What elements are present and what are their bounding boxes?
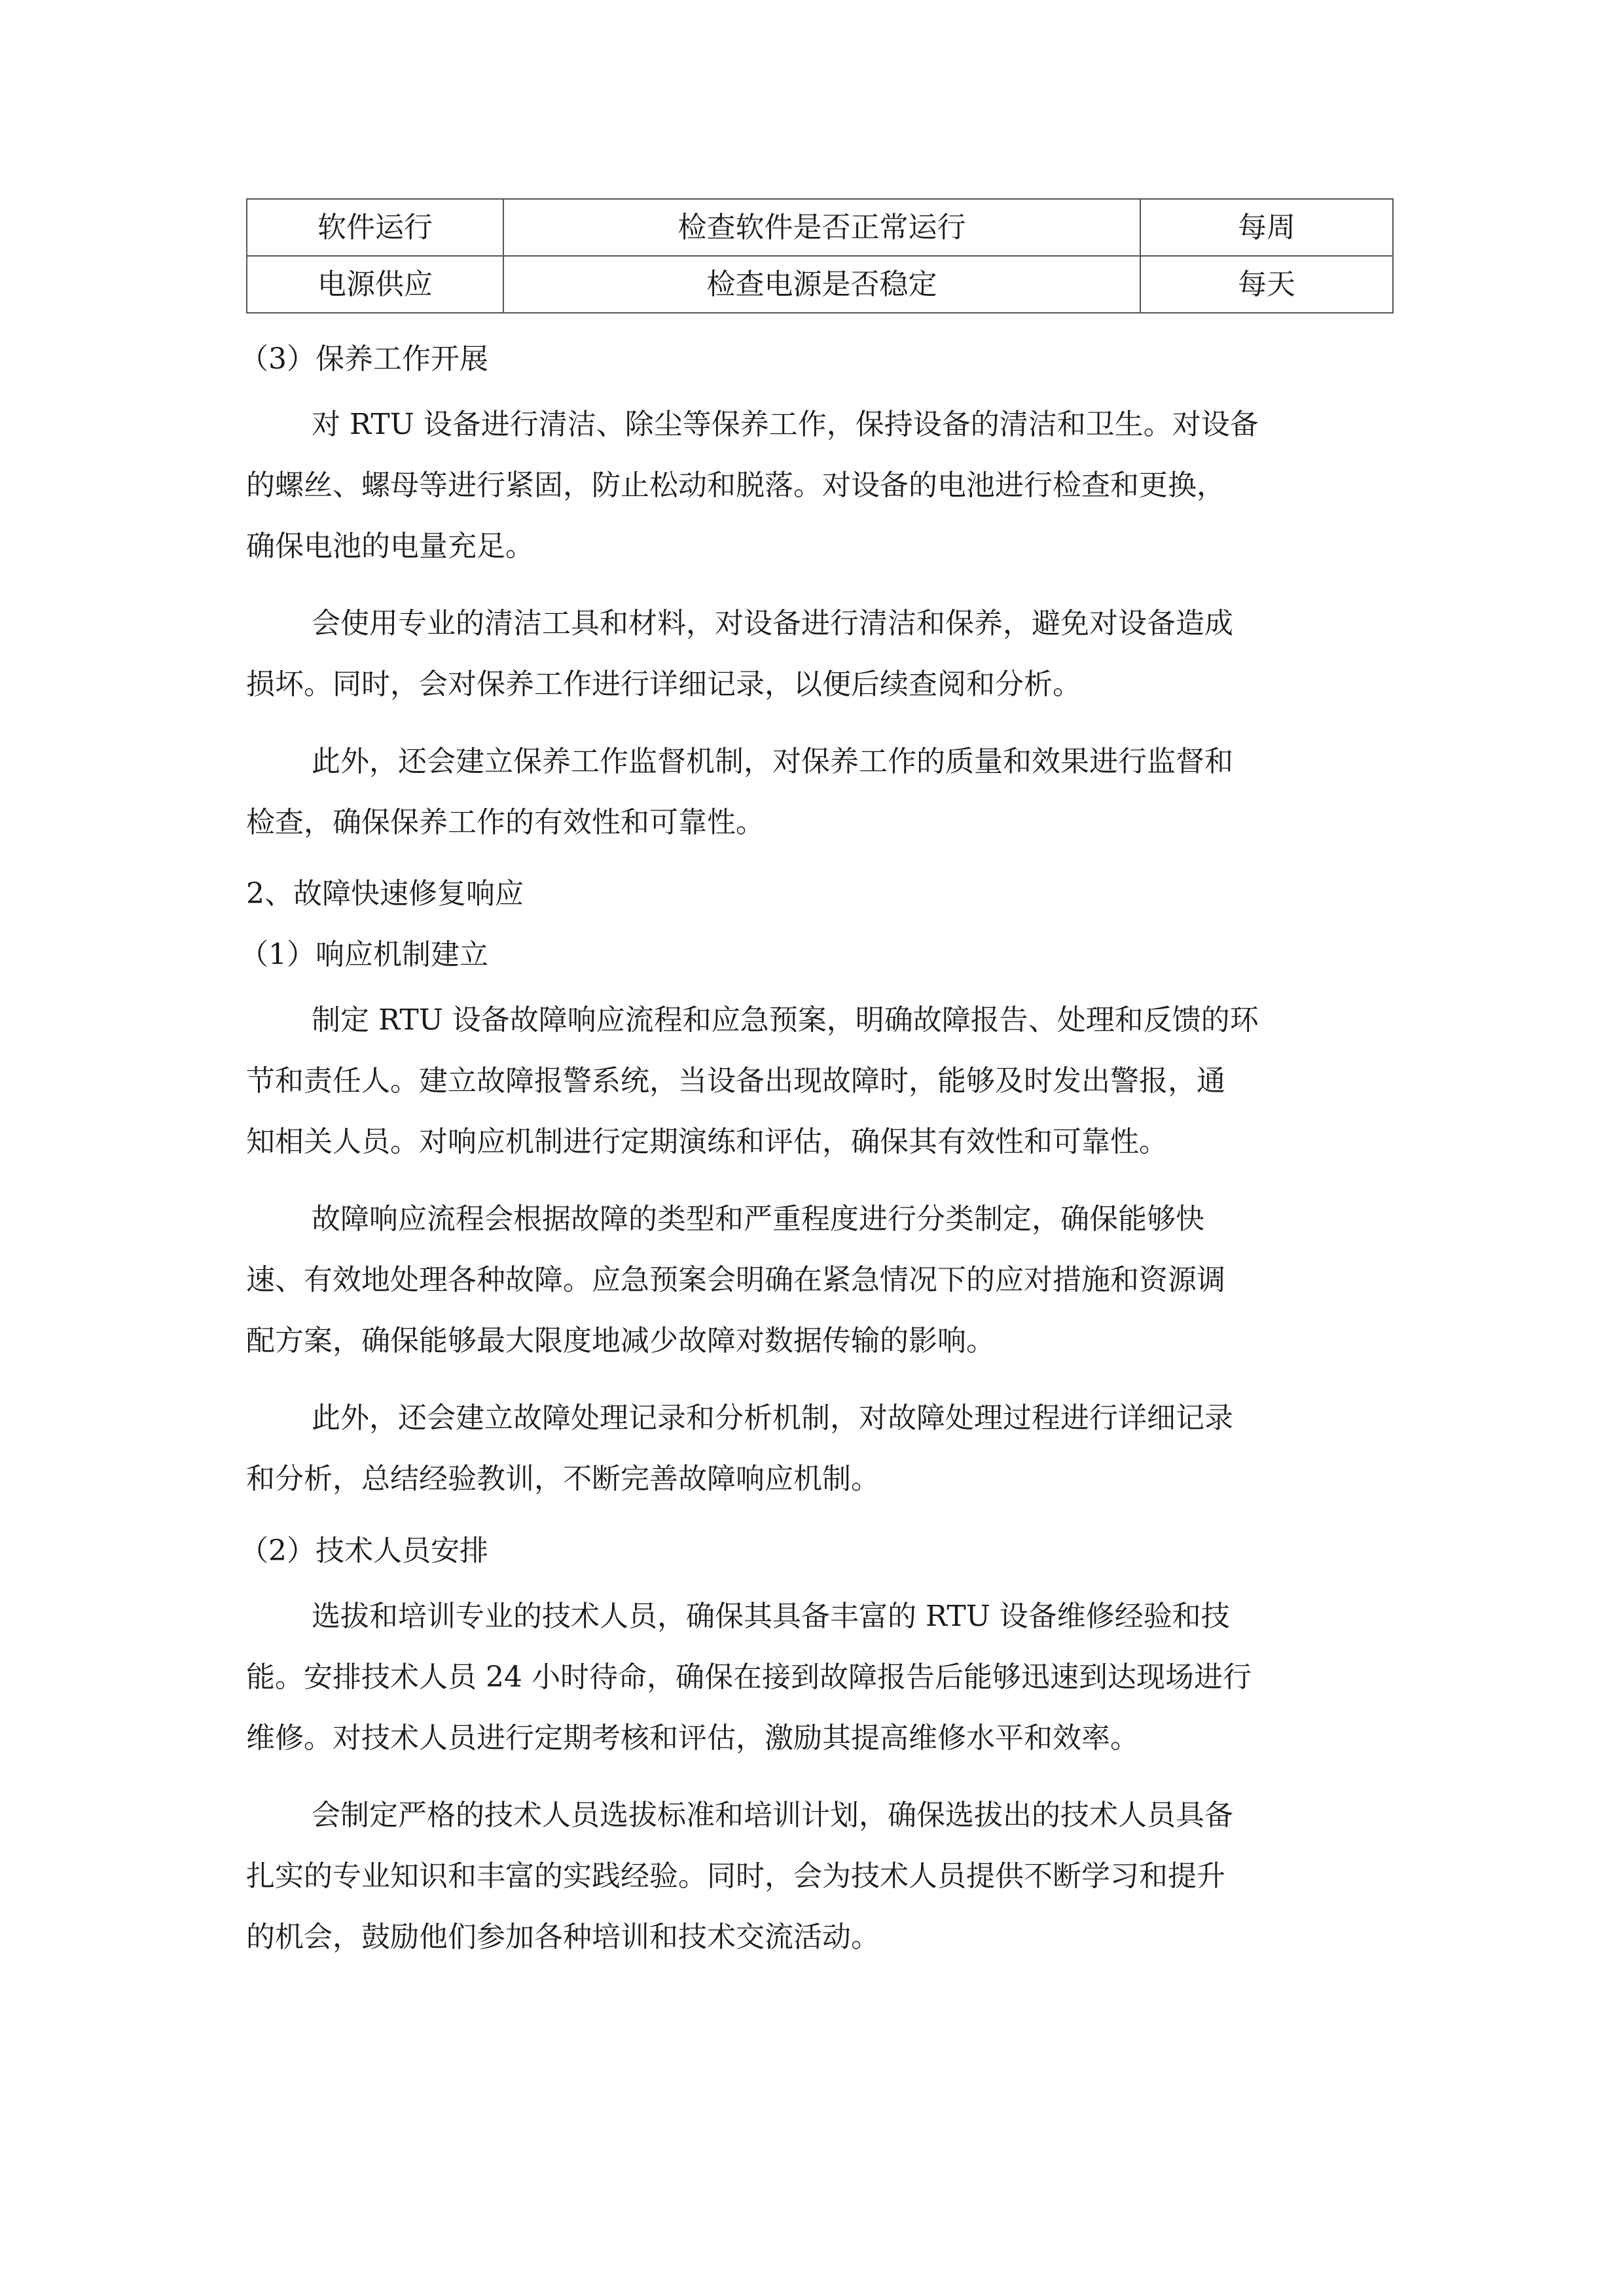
paragraph-maintenance-1 [246, 394, 1392, 577]
inspection-schedule-table [246, 198, 1394, 314]
table-row [247, 256, 1393, 313]
paragraph-line: 能。安排技术人员 24 小时待命，确保在接到故障报告后能够迅速到达现场进行 [246, 1660, 1252, 1694]
paragraph-line: 此外，还会建立保养工作监督机制，对保养工作的质量和效果进行监督和 [312, 745, 1233, 778]
paragraph-line: 的机会，鼓励他们参加各种培训和技术交流活动。 [246, 1920, 880, 1954]
table-cell-content: 检查软件是否正常运行 [503, 199, 1140, 256]
table-cell-content: 检查电源是否稳定 [503, 256, 1140, 313]
paragraph-line: 确保电池的电量充足。 [246, 529, 534, 563]
paragraph-line: 和分析，总结经验教训，不断完善故障响应机制。 [246, 1462, 880, 1496]
paragraph-line: 知相关人员。对响应机制进行定期演练和评估，确保其有效性和可靠性。 [246, 1125, 1168, 1158]
heading-response-mechanism: （1）响应机制建立 [240, 938, 488, 971]
paragraph-line: 故障响应流程会根据故障的类型和严重程度进行分类制定，确保能够快 [312, 1202, 1204, 1236]
table-cell-item: 软件运行 [247, 199, 503, 256]
paragraph-line: 对 RTU 设备进行清洁、除尘等保养工作，保持设备的清洁和卫生。对设备 [312, 408, 1259, 441]
heading-technical-staff: （2）技术人员安排 [240, 1534, 488, 1568]
table-cell-item: 电源供应 [247, 256, 503, 313]
paragraph-line: 制定 RTU 设备故障响应流程和应急预案，明确故障报告、处理和反馈的环 [312, 1003, 1259, 1037]
paragraph-line: 此外，还会建立故障处理记录和分析机制，对故障处理过程进行详细记录 [312, 1401, 1233, 1435]
paragraph-mechanism-1 [246, 990, 1392, 1172]
heading-maintenance: （3）保养工作开展 [240, 342, 488, 376]
paragraph-line: 速、有效地处理各种故障。应急预案会明确在紧急情况下的应对措施和资源调 [246, 1263, 1225, 1297]
table-row [247, 199, 1393, 256]
paragraph-line: 扎实的专业知识和丰富的实践经验。同时，会为技术人员提供不断学习和提升 [246, 1859, 1225, 1893]
paragraph-line: 会制定严格的技术人员选拔标准和培训计划，确保选拔出的技术人员具备 [312, 1799, 1233, 1832]
paragraph-staff-1 [246, 1586, 1392, 1768]
paragraph-maintenance-3 [246, 731, 1392, 853]
paragraph-line: 会使用专业的清洁工具和材料，对设备进行清洁和保养，避免对设备造成 [312, 607, 1233, 640]
paragraph-line: 选拔和培训专业的技术人员，确保其具备丰富的 RTU 设备维修经验和技 [312, 1600, 1230, 1633]
heading-fault-response: 2、故障快速修复响应 [246, 877, 524, 910]
table-cell-frequency: 每周 [1140, 199, 1393, 256]
paragraph-staff-2 [246, 1785, 1392, 1967]
paragraph-mechanism-3 [246, 1388, 1392, 1509]
paragraph-line: 维修。对技术人员进行定期考核和评估，激励其提高维修水平和效率。 [246, 1721, 1139, 1755]
paragraph-line: 的螺丝、螺母等进行紧固，防止松动和脱落。对设备的电池进行检查和更换， [246, 469, 1225, 502]
paragraph-line: 配方案，确保能够最大限度地减少故障对数据传输的影响。 [246, 1324, 995, 1357]
paragraph-mechanism-2 [246, 1189, 1392, 1371]
paragraph-maintenance-2 [246, 593, 1392, 715]
table-cell-frequency: 每天 [1140, 256, 1393, 313]
paragraph-line: 节和责任人。建立故障报警系统，当设备出现故障时，能够及时发出警报，通 [246, 1064, 1225, 1098]
paragraph-line: 检查，确保保养工作的有效性和可靠性。 [246, 806, 765, 839]
paragraph-line: 损坏。同时，会对保养工作进行详细记录，以便后续查阅和分析。 [246, 668, 1081, 701]
